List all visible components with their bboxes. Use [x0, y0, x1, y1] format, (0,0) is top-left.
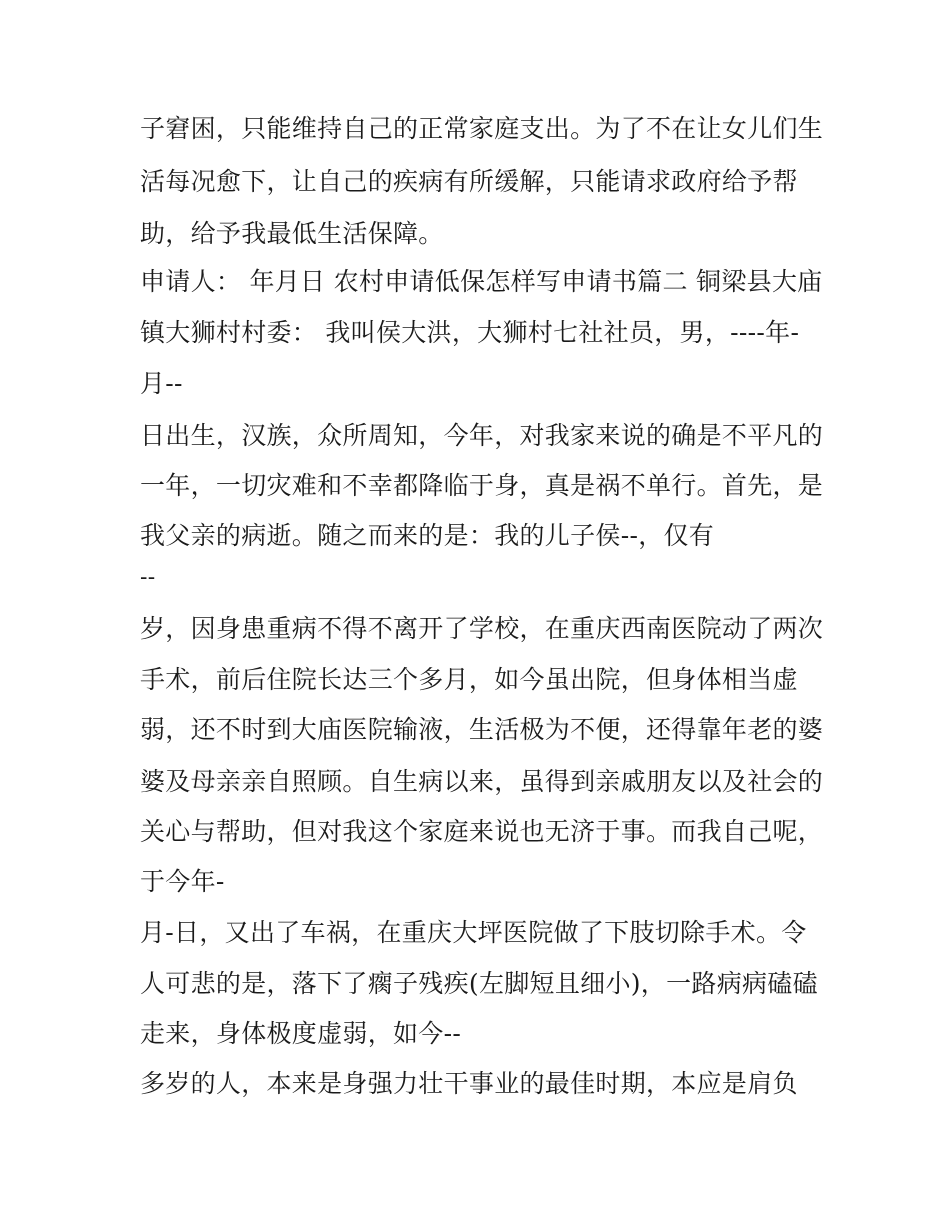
text-line: 一年，一切灾难和不幸都降临于身，真是祸不单行。首先，是: [140, 471, 824, 500]
text-line: 手术，前后住院长达三个多月，如今虽出院，但身体相当虚: [140, 665, 798, 694]
text-line: 活每况愈下，让自己的疾病有所缓解，只能请求政府给予帮: [140, 167, 798, 196]
text-line: 岁，因身患重病不得不离开了学校，在重庆西南医院动了两次: [140, 614, 824, 643]
text-line: 日出生，汉族，众所周知，今年，对我家来说的确是不平凡的: [140, 421, 824, 450]
text-line: 走来，身体极度虚弱，如今--: [140, 1019, 462, 1048]
text-line: 月-日，又出了车祸，在重庆大坪医院做了下肢切除手术。令: [140, 918, 807, 947]
text-line: 关心与帮助，但对我这个家庭来说也无济于事。而我自己呢，: [140, 817, 824, 846]
text-line: --: [140, 565, 156, 590]
text-line: 镇大狮村村委： 我叫侯大洪，大狮村七社社员，男，----年-: [140, 318, 800, 347]
text-line: 弱，还不时到大庙医院输液，生活极为不便，还得靠年老的婆: [140, 715, 824, 744]
text-line: 助，给予我最低生活保障。: [140, 219, 444, 248]
text-line: 人可悲的是，落下了瘸子残疾(左脚短且细小)，一路病病磕磕: [140, 969, 818, 998]
text-line: 婆及母亲亲自照顾。自生病以来，虽得到亲戚朋友以及社会的: [140, 767, 824, 796]
text-line: 子窘困，只能维持自己的正常家庭支出。为了不在让女儿们生: [140, 114, 824, 143]
text-line: 于今年-: [140, 867, 225, 896]
text-line: 申请人： 年月日 农村申请低保怎样写申请书篇二 铜梁县大庙: [140, 267, 823, 296]
text-line: 月--: [140, 369, 183, 398]
text-line: 多岁的人，本来是身强力壮干事业的最佳时期，本应是肩负: [140, 1069, 798, 1098]
text-line: 我父亲的病逝。随之而来的是：我的儿子侯--，仅有: [140, 521, 715, 550]
